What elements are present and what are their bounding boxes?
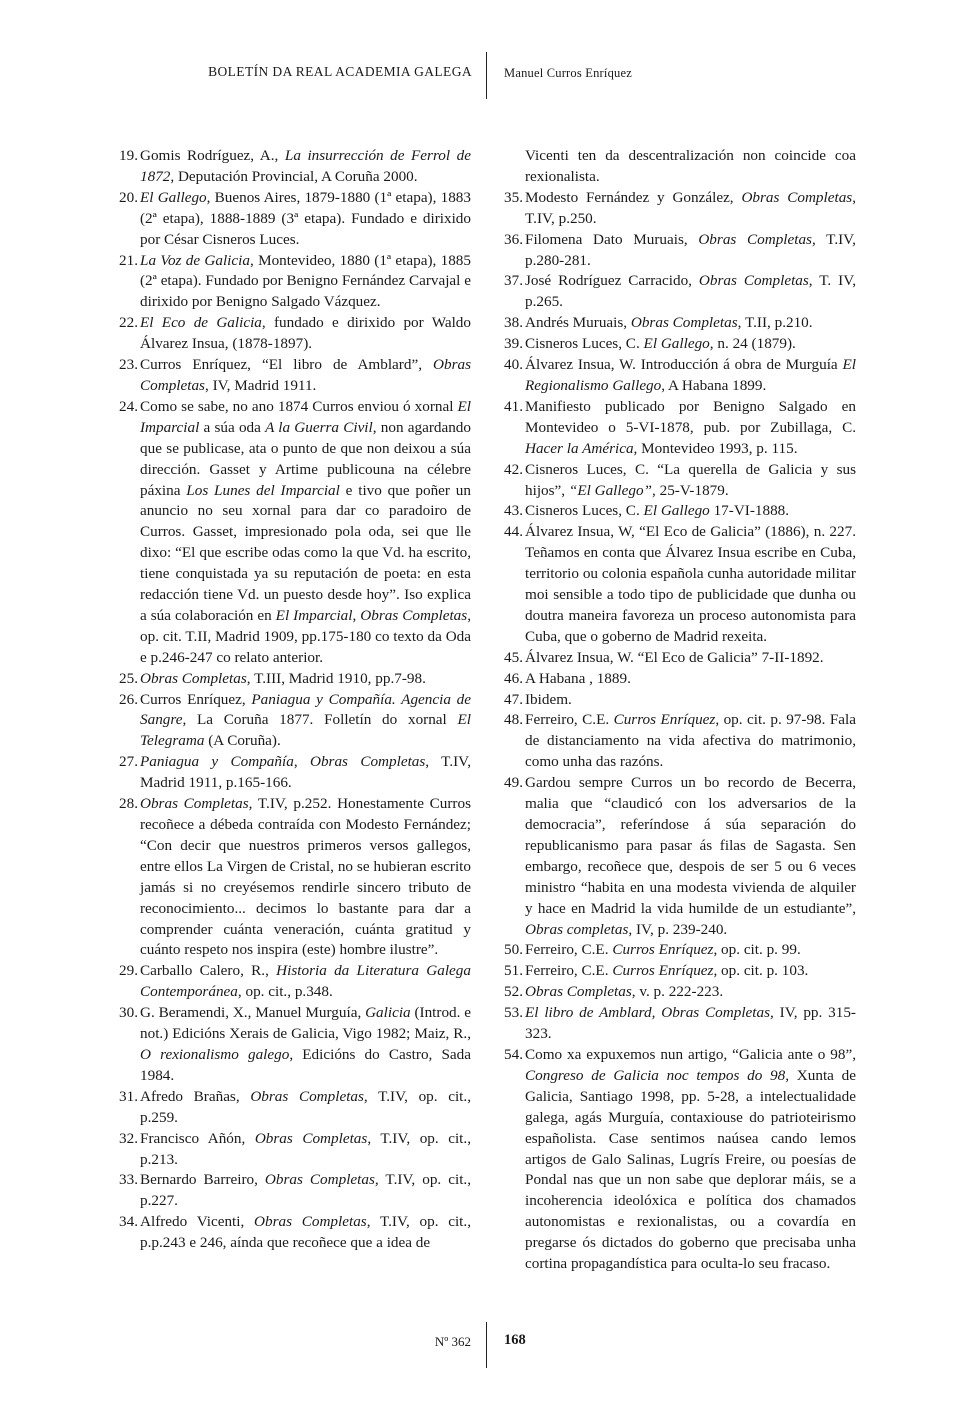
footnote-text: , T.IV, op. cit., p.259. bbox=[140, 1087, 471, 1126]
footnote-number: 37. bbox=[504, 272, 523, 290]
italic-title: El Eco de Galicia bbox=[140, 314, 262, 332]
footnote bbox=[504, 313, 856, 334]
footnote-number: 32. bbox=[119, 1129, 138, 1147]
footnote-text: Alfredo Vicenti, bbox=[140, 1213, 255, 1231]
italic-title: Obras Completas bbox=[254, 1129, 368, 1147]
footnote bbox=[119, 313, 471, 355]
footnote-text: Ferreiro, C.E. bbox=[525, 711, 614, 729]
footnote-text: , T.IV, op. cit., p.p.243 e 246, aínda que recoñece que a idea de bbox=[140, 1213, 471, 1252]
italic-title: Los Lunes del Imparcial bbox=[186, 481, 340, 499]
italic-title: Obras Completas bbox=[741, 188, 853, 206]
footnote-number: 23. bbox=[119, 356, 138, 374]
footnote-text: , T.IV, op. cit., p.227. bbox=[140, 1171, 472, 1210]
footnote bbox=[504, 773, 856, 940]
footnote-number: 22. bbox=[119, 314, 138, 332]
footnote-text: Ibidem. bbox=[525, 690, 572, 708]
footnote-number: 41. bbox=[504, 397, 523, 415]
footnote-number: 43. bbox=[504, 502, 523, 520]
footnote bbox=[504, 648, 856, 669]
footnote-text: Manifiesto publicado por Benigno Salgado en Montevideo o 5-VI-1878, pub. por Zubillaga, C. bbox=[525, 397, 856, 436]
italic-title: Paniagua y Compañía bbox=[140, 753, 294, 771]
footnote-number: 48. bbox=[504, 711, 523, 729]
footnote bbox=[504, 522, 856, 647]
footnote-text: IV, pp. 315-323. bbox=[525, 1004, 856, 1043]
journal-title: BOLETÍN DA REAL ACADEMIA GALEGA bbox=[208, 64, 472, 79]
footnote-text: , fundado e dirixido por Waldo Álvarez Insua, (1878-1897). bbox=[140, 314, 471, 353]
footnote-number: 35. bbox=[504, 188, 523, 206]
footnote-number: 33. bbox=[119, 1171, 138, 1189]
footnote-number: 27. bbox=[119, 753, 138, 771]
footnote-text: e tivo que poñer un anuncio no seu xornal para dar co paradoiro de Curros. Gasset, impresionado pola oda, sei que lle dixo: “El que escribe odas como la que Vd. ha escrito, tiene conquistada ya su reputación de poeta: en esta redacción tiene Vd. un puesto desde hoy”. Iso explica a súa colaboración en bbox=[140, 481, 471, 624]
italic-title: Obras Completas bbox=[140, 795, 249, 813]
footnote-text: , non agardando que se publicase, ata o punto de que non deixou a súa dirección. Gasset y Artime publicouna na célebre páxina bbox=[140, 418, 471, 499]
footnote-text: José Rodríguez Carracido, bbox=[525, 272, 699, 290]
footnote bbox=[504, 355, 856, 397]
notes-column-right bbox=[504, 146, 856, 1275]
italic-title: Obras completas, bbox=[525, 920, 633, 938]
footnote bbox=[504, 460, 856, 502]
footnote-text: Curros Enríquez, “El libro de Amblard”, bbox=[140, 356, 434, 374]
footnote-text: , n. 24 (1879). bbox=[709, 335, 796, 353]
italic-title: El Gallego bbox=[643, 502, 710, 520]
footnote-number: 54. bbox=[504, 1045, 523, 1063]
footnote-number: 39. bbox=[504, 335, 523, 353]
footnote-number: 19. bbox=[119, 147, 138, 164]
italic-title: Obras Completas bbox=[630, 314, 738, 332]
footnote-text: Como se sabe, no ano 1874 Curros enviou ó xornal bbox=[140, 397, 458, 415]
footnote-text: , A Habana 1899. bbox=[661, 376, 767, 394]
footnote bbox=[504, 690, 856, 711]
footnote bbox=[504, 230, 856, 272]
footnote-number: 26. bbox=[119, 690, 138, 708]
footnote bbox=[119, 1003, 471, 1087]
footnote bbox=[504, 669, 856, 690]
footnote-number: 45. bbox=[504, 648, 523, 666]
italic-title: Congreso de Galicia noc tempos do 98 bbox=[525, 1066, 786, 1084]
footnote bbox=[119, 690, 471, 753]
footnote bbox=[119, 146, 471, 188]
footnote bbox=[119, 355, 471, 397]
footnote-text: Ferreiro, C.E. bbox=[525, 941, 613, 959]
italic-title: El Imparcial bbox=[275, 606, 353, 624]
footnote-text: Curros Enríquez, bbox=[140, 690, 252, 708]
italic-title: El Gallego bbox=[643, 335, 710, 353]
footnote bbox=[504, 271, 856, 313]
italic-title: Obras Completas bbox=[309, 753, 426, 771]
footnote-number: 31. bbox=[119, 1087, 138, 1105]
italic-title: Obras Completas bbox=[140, 356, 471, 394]
footnote-text: , Montevideo, 1880 (1ª etapa), 1885 (2ª etapa). Fundado por Benigno Fernández Carvajal e dirixido por Benigno Salgado Vázquez. bbox=[140, 251, 471, 311]
footnote-number: 29. bbox=[119, 962, 138, 980]
footnote bbox=[504, 397, 856, 460]
footnote-text: , op. cit. p. 99. bbox=[713, 941, 801, 959]
footnote bbox=[119, 1087, 471, 1129]
footnote-text: Cisneros Luces, C. bbox=[525, 502, 644, 520]
footnote bbox=[119, 251, 471, 314]
footnote-text: Cisneros Luces, C. bbox=[525, 335, 644, 353]
italic-title: El Telegrama bbox=[140, 711, 471, 750]
italic-title: A la Guerra Civil bbox=[265, 418, 373, 436]
footnote bbox=[504, 940, 856, 961]
footnote-text: , Xunta de Galicia, Santiago 1998, pp. 5-28, a intelectualidade galega, agás Murguía, contaxiouse do patrioteirismo españolista. Case sentimos naúsea cando lemos artigos de Galo Salinas, Lugrís Freire, ou poesías de Pondal nas que un non sabe que deplorar máis, se a incoherencia ideolóxica e política dos chamados autonomistas e rexionalistas, ou a covardía en pregarse ós dictados do goberno que precisaba unha cortina propagandística para oculta-lo seu fracaso. bbox=[525, 1066, 856, 1273]
footnote-number: 46. bbox=[504, 669, 523, 687]
footnote bbox=[504, 1003, 856, 1045]
footnote-number: 20. bbox=[119, 188, 138, 206]
footnote bbox=[119, 397, 471, 669]
footnote-text: , bbox=[352, 606, 361, 624]
italic-title: El Gallego bbox=[140, 188, 207, 206]
italic-title: O rexionalismo galego bbox=[140, 1045, 290, 1063]
footnote-text: , op. cit. p. 103. bbox=[713, 962, 809, 980]
footnote-number: 53. bbox=[504, 1004, 523, 1022]
footnote-number: 49. bbox=[504, 774, 523, 792]
footnote-text: Filomena Dato Muruais, bbox=[525, 230, 699, 248]
footnote-text: , T.IV, op. cit., p.213. bbox=[140, 1129, 471, 1168]
footnote-text: , Edicións do Castro, Sada 1984. bbox=[140, 1045, 471, 1084]
footnote-text: Carballo Calero, R., bbox=[140, 962, 277, 980]
footnote-number: 25. bbox=[119, 669, 138, 687]
footnote bbox=[504, 334, 856, 355]
footnote-number: 36. bbox=[504, 230, 523, 248]
footnote-text: , T.IV, p.252. Honestamente Curros recoñece a débeda contraída con Modesto Fernández; “Con decir que nuestros primeros versos gallegos, entre ellos La Virgen de Cristal, no se hubieran escrito jamás si no creyésemos rendirle sincero tributo de reconocimiento... decimos lo bastante para dar a comprender cuánta veneración, cuánta gratitud y cuánto respeto nos inspira (este) hombre ilustre”. bbox=[140, 795, 471, 959]
footnote-text: , IV, Madrid 1911. bbox=[204, 376, 317, 394]
footnote bbox=[504, 982, 856, 1003]
footnote-text: , T.II, p.210. bbox=[737, 314, 813, 332]
footnote-text: (A Coruña). bbox=[204, 732, 281, 750]
footnote-number: 38. bbox=[504, 314, 523, 332]
italic-title: Obras Completas bbox=[254, 1213, 367, 1231]
footnote bbox=[119, 188, 471, 251]
article-title: Manuel Curros Enríquez bbox=[504, 66, 632, 80]
footnote bbox=[504, 961, 856, 982]
italic-title: Obras Completas bbox=[698, 230, 812, 248]
footnote-text: , Montevideo 1993, p. 115. bbox=[633, 439, 798, 457]
footnote-text: A Habana , 1889. bbox=[525, 669, 631, 687]
notes-column-left bbox=[119, 146, 471, 1254]
italic-title: El Regionalismo Gallego bbox=[525, 356, 856, 394]
italic-title: La Voz de Galicia bbox=[140, 251, 250, 269]
header-divider bbox=[486, 52, 487, 99]
footnote-text: , op. cit. p. 97-98. Fala de distanciamento na vida afectiva do matrimonio, como unha das razóns. bbox=[525, 711, 857, 771]
footnote-text: Álvarez Insua, W. “El Eco de Galicia” 7-II-1892. bbox=[525, 648, 824, 666]
italic-title: Galicia bbox=[365, 1004, 411, 1022]
footnote-text: , op. cit. T.II, Madrid 1909, pp.175-180 co texto da Oda e p.246-247 co relato anterior. bbox=[140, 606, 471, 666]
italic-title: El Imparcial bbox=[140, 397, 471, 436]
footnote bbox=[119, 752, 471, 794]
footnote-text: , La Coruña 1877. Folletín do xornal bbox=[182, 711, 458, 729]
footnote-text: Modesto Fernández y González, bbox=[525, 188, 742, 206]
footnote-text: Como xa expuxemos nun artigo, “Galicia ante o 98”, bbox=[525, 1045, 856, 1063]
italic-title: “El Gallego” bbox=[568, 481, 652, 499]
italic-title: Obras Completas bbox=[250, 1087, 364, 1105]
italic-title: Obras Completas bbox=[525, 983, 632, 1001]
footnote-number: 24. bbox=[119, 397, 138, 415]
footnote-text: Bernardo Barreiro, bbox=[140, 1171, 265, 1189]
footnote-text: , bbox=[293, 753, 310, 771]
footnote-text: , v. p. 222-223. bbox=[631, 983, 724, 1001]
footnote bbox=[119, 1129, 471, 1171]
footnote bbox=[119, 961, 471, 1003]
italic-title: Curros Enríquez bbox=[612, 941, 714, 959]
footnote-text: Gomis Rodríguez, A., bbox=[140, 147, 285, 164]
footer-divider bbox=[486, 1322, 487, 1368]
issue-number: Nº 362 bbox=[434, 1334, 471, 1349]
footnote-number: 42. bbox=[504, 460, 523, 478]
footnote-number: 30. bbox=[119, 1004, 138, 1022]
footnote-text: , T.IV, p.250. bbox=[525, 188, 857, 227]
italic-title: La insurrección de Ferrol de 1872 bbox=[140, 147, 471, 185]
footnote-number: 21. bbox=[119, 251, 138, 269]
footnote bbox=[119, 794, 471, 961]
italic-title: Curros Enríquez bbox=[613, 711, 716, 729]
footnote-text: , T.III, Madrid 1910, pp.7-98. bbox=[246, 669, 426, 687]
italic-title: Hacer la América bbox=[525, 439, 634, 457]
footnote-text: Afredo Brañas, bbox=[140, 1087, 251, 1105]
footnote-text: Gardou sempre Curros un bo recordo de Becerra, malia que “claudicó con los adversarios de la democracia”, referíndose á súa separación do republicanismo para pasar ás filas de Sagasta. Sen embargo, recoñece que, despois de ser 5 ou 6 veces ministro “habita en una modesta vivienda de alquiler y hace en Madrid la vida humilde de un estudiante”, bbox=[525, 774, 856, 917]
footnote bbox=[119, 1212, 471, 1254]
italic-title: Obras Completas bbox=[698, 272, 809, 290]
footnote-number: 50. bbox=[504, 941, 523, 959]
footnote-text: (Introd. e not.) Edicións Xerais de Galicia, Vigo 1982; Maiz, R., bbox=[140, 1004, 471, 1043]
footnote bbox=[504, 710, 856, 773]
footnote-text: Álvarez Insua, W, “El Eco de Galicia” (1886), n. 227. Teñamos en conta que Álvarez Insua escribe en Cuba, territorio ou colonia española cunha autoridade militar moi sensible a todo tipo de publicidade que dunha ou doutra maneira favoreza un proceso autonomista para Cuba, que o goberno de Madrid rexeita. bbox=[525, 523, 856, 645]
footnote-number: 44. bbox=[504, 523, 523, 541]
page-number: 168 bbox=[504, 1332, 526, 1348]
italic-title: Historia da Literatura Galega Contemporánea bbox=[140, 962, 471, 1001]
footnote-text: Andrés Muruais, bbox=[525, 314, 631, 332]
footnote-text: , 25-V-1879. bbox=[652, 481, 729, 499]
footnote bbox=[119, 1170, 471, 1212]
footnote-text: Álvarez Insua, W. Introducción á obra de Murguía bbox=[525, 356, 843, 374]
footnote-text: G. Beramendi, X., Manuel Murguía, bbox=[140, 1004, 366, 1022]
footnote-text: 17-VI-1888. bbox=[709, 502, 790, 520]
footnote-text: , Buenos Aires, 1879-1880 (1ª etapa), 1883 (2ª etapa), 1888-1889 (3ª etapa). Fundado e dirixido por César Cisneros Luces. bbox=[140, 188, 471, 248]
footnote-text: Ferreiro, C.E. bbox=[525, 962, 613, 980]
footnote-text: IV, p. 239-240. bbox=[632, 920, 728, 938]
footnote-text: a súa oda bbox=[199, 418, 266, 436]
footnote-text: , Deputación Provincial, A Coruña 2000. bbox=[170, 167, 418, 185]
footnote-text: , T.IV, Madrid 1911, p.165-166. bbox=[140, 753, 471, 792]
italic-title: El libro de Amblard, Obras Completas, bbox=[525, 1004, 774, 1022]
italic-title: Obras Completas bbox=[360, 606, 468, 624]
footnote bbox=[504, 501, 856, 522]
footnote-text: , T.IV, p.280-281. bbox=[525, 230, 856, 269]
note-continuation: Vicenti ten da descentralización non coincide coa rexionalista. bbox=[525, 147, 856, 185]
footnote bbox=[504, 188, 856, 230]
italic-title: Curros Enríquez bbox=[612, 962, 714, 980]
italic-title: Obras Completas bbox=[264, 1171, 375, 1189]
footnote-text: , T. IV, p.265. bbox=[525, 272, 856, 311]
footnote-number: 47. bbox=[504, 690, 523, 708]
italic-title: Obras Completas bbox=[140, 669, 247, 687]
footnote bbox=[504, 1045, 856, 1275]
footnote-number: 40. bbox=[504, 356, 523, 374]
footnote-number: 34. bbox=[119, 1213, 138, 1231]
footnote-text: Cisneros Luces, C. “La querella de Galicia y sus hijos”, bbox=[525, 460, 856, 499]
italic-title: Paniagua y Compañía. Agencia de Sangre bbox=[140, 690, 471, 729]
footnote-number: 52. bbox=[504, 983, 523, 1001]
footnote-text: Francisco Añón, bbox=[140, 1129, 255, 1147]
footnote bbox=[119, 669, 471, 690]
footnote-number: 28. bbox=[119, 795, 138, 813]
footnote-text: , op. cit., p.348. bbox=[237, 983, 333, 1001]
footnote-number: 51. bbox=[504, 962, 523, 980]
